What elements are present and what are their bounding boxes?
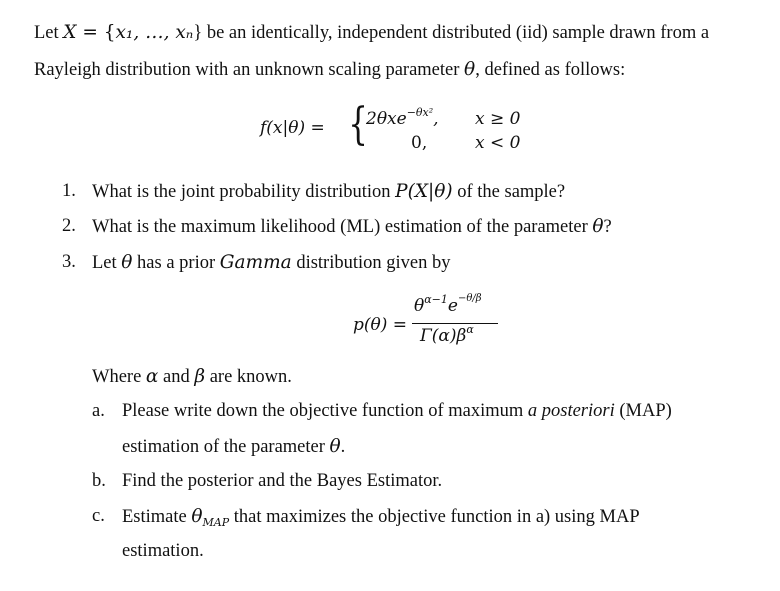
den-exponent: α xyxy=(466,323,474,336)
subquestion-label: c. xyxy=(92,506,105,526)
pdf-case1 xyxy=(366,106,439,129)
pdf-case2-condition: x < 0 xyxy=(475,133,521,153)
math-theta: θ xyxy=(592,216,604,237)
subquestion-text: (MAP) xyxy=(614,401,672,421)
math-sample-set: x₁, …, xₙ xyxy=(115,22,194,43)
num-exponent: α−1 xyxy=(424,293,448,306)
subquestion-text: Find the posterior and the Bayes Estimator. xyxy=(122,471,443,491)
question-text: of the sample? xyxy=(452,182,566,202)
num-theta: θ xyxy=(414,296,425,316)
question-number: 3. xyxy=(62,252,76,272)
question-text: distribution given by xyxy=(291,253,451,273)
intro-line-1 xyxy=(34,22,709,44)
subquestion-a-line-2 xyxy=(122,436,345,458)
question-number: 2. xyxy=(62,216,76,236)
subquestion-text: . xyxy=(340,437,346,457)
subquestion-label: b. xyxy=(92,471,106,491)
intro-line-2 xyxy=(34,59,625,81)
fraction-bar xyxy=(412,323,498,324)
question-3 xyxy=(62,252,451,273)
math-map-subscript: MAP xyxy=(202,516,230,529)
subquestion-text: estimation. xyxy=(122,541,204,561)
subquestion-label: a. xyxy=(92,401,105,421)
case1-exponent: −θx² xyxy=(406,106,434,119)
math-X: X xyxy=(63,22,77,43)
where-text: are known. xyxy=(205,367,292,387)
subquestion-text: Please write down the objective function of maximum xyxy=(122,401,528,421)
num-e: e xyxy=(447,296,458,316)
intro-text: Rayleigh distribution with an unknown scaling parameter xyxy=(34,60,465,80)
left-brace: { xyxy=(348,99,368,150)
math-beta: β xyxy=(194,366,206,387)
where-text: Where xyxy=(92,367,146,387)
subquestion-italic: a posteriori xyxy=(527,401,615,421)
prior-denominator xyxy=(420,323,474,346)
math-eq: = { xyxy=(76,22,116,43)
question-number: 1. xyxy=(62,181,76,201)
question-2 xyxy=(62,216,612,237)
question-text: has a prior xyxy=(132,253,220,273)
prior-numerator xyxy=(414,293,482,316)
pdf-case2: 0, xyxy=(411,133,428,153)
question-1 xyxy=(62,181,566,202)
subquestion-text: that maximizes the objective function in a) using MAP xyxy=(229,507,640,527)
subquestion-text: estimation of the parameter xyxy=(122,437,330,457)
intro-text: , defined as follows: xyxy=(475,60,626,80)
case1-comma: , xyxy=(433,109,439,129)
pdf-case1-condition: x ≥ 0 xyxy=(475,109,521,129)
where-line xyxy=(92,366,292,388)
num-e-exponent: −θ/β xyxy=(457,293,482,304)
subquestion-c-line-1 xyxy=(122,506,640,528)
math-theta: θ xyxy=(329,436,341,457)
pdf-lhs: f(x|θ) = xyxy=(260,118,325,138)
math-alpha: α xyxy=(145,366,159,387)
math-gamma: Gamma xyxy=(219,252,292,273)
where-text: and xyxy=(158,367,195,387)
den-expr: Γ(α)β xyxy=(420,326,467,346)
case1-expr: 2θxe xyxy=(366,109,407,129)
subquestion-a-line-1 xyxy=(122,401,672,422)
math-joint-prob: P(X|θ) xyxy=(395,181,453,202)
math-theta: θ xyxy=(121,252,133,273)
prior-lhs: p(θ) = xyxy=(353,315,408,335)
intro-text: } be an identically, independent distributed (iid) sample drawn from a xyxy=(193,23,710,43)
subquestion-text: Estimate xyxy=(122,507,192,527)
intro-text: Let xyxy=(34,23,64,43)
question-text: Let xyxy=(92,253,122,273)
math-theta: θ xyxy=(191,506,203,527)
question-text: ? xyxy=(603,217,612,237)
question-text: What is the maximum likelihood (ML) estimation of the parameter xyxy=(92,217,593,237)
math-theta: θ xyxy=(464,59,476,80)
question-text: What is the joint probability distribution xyxy=(92,182,396,202)
